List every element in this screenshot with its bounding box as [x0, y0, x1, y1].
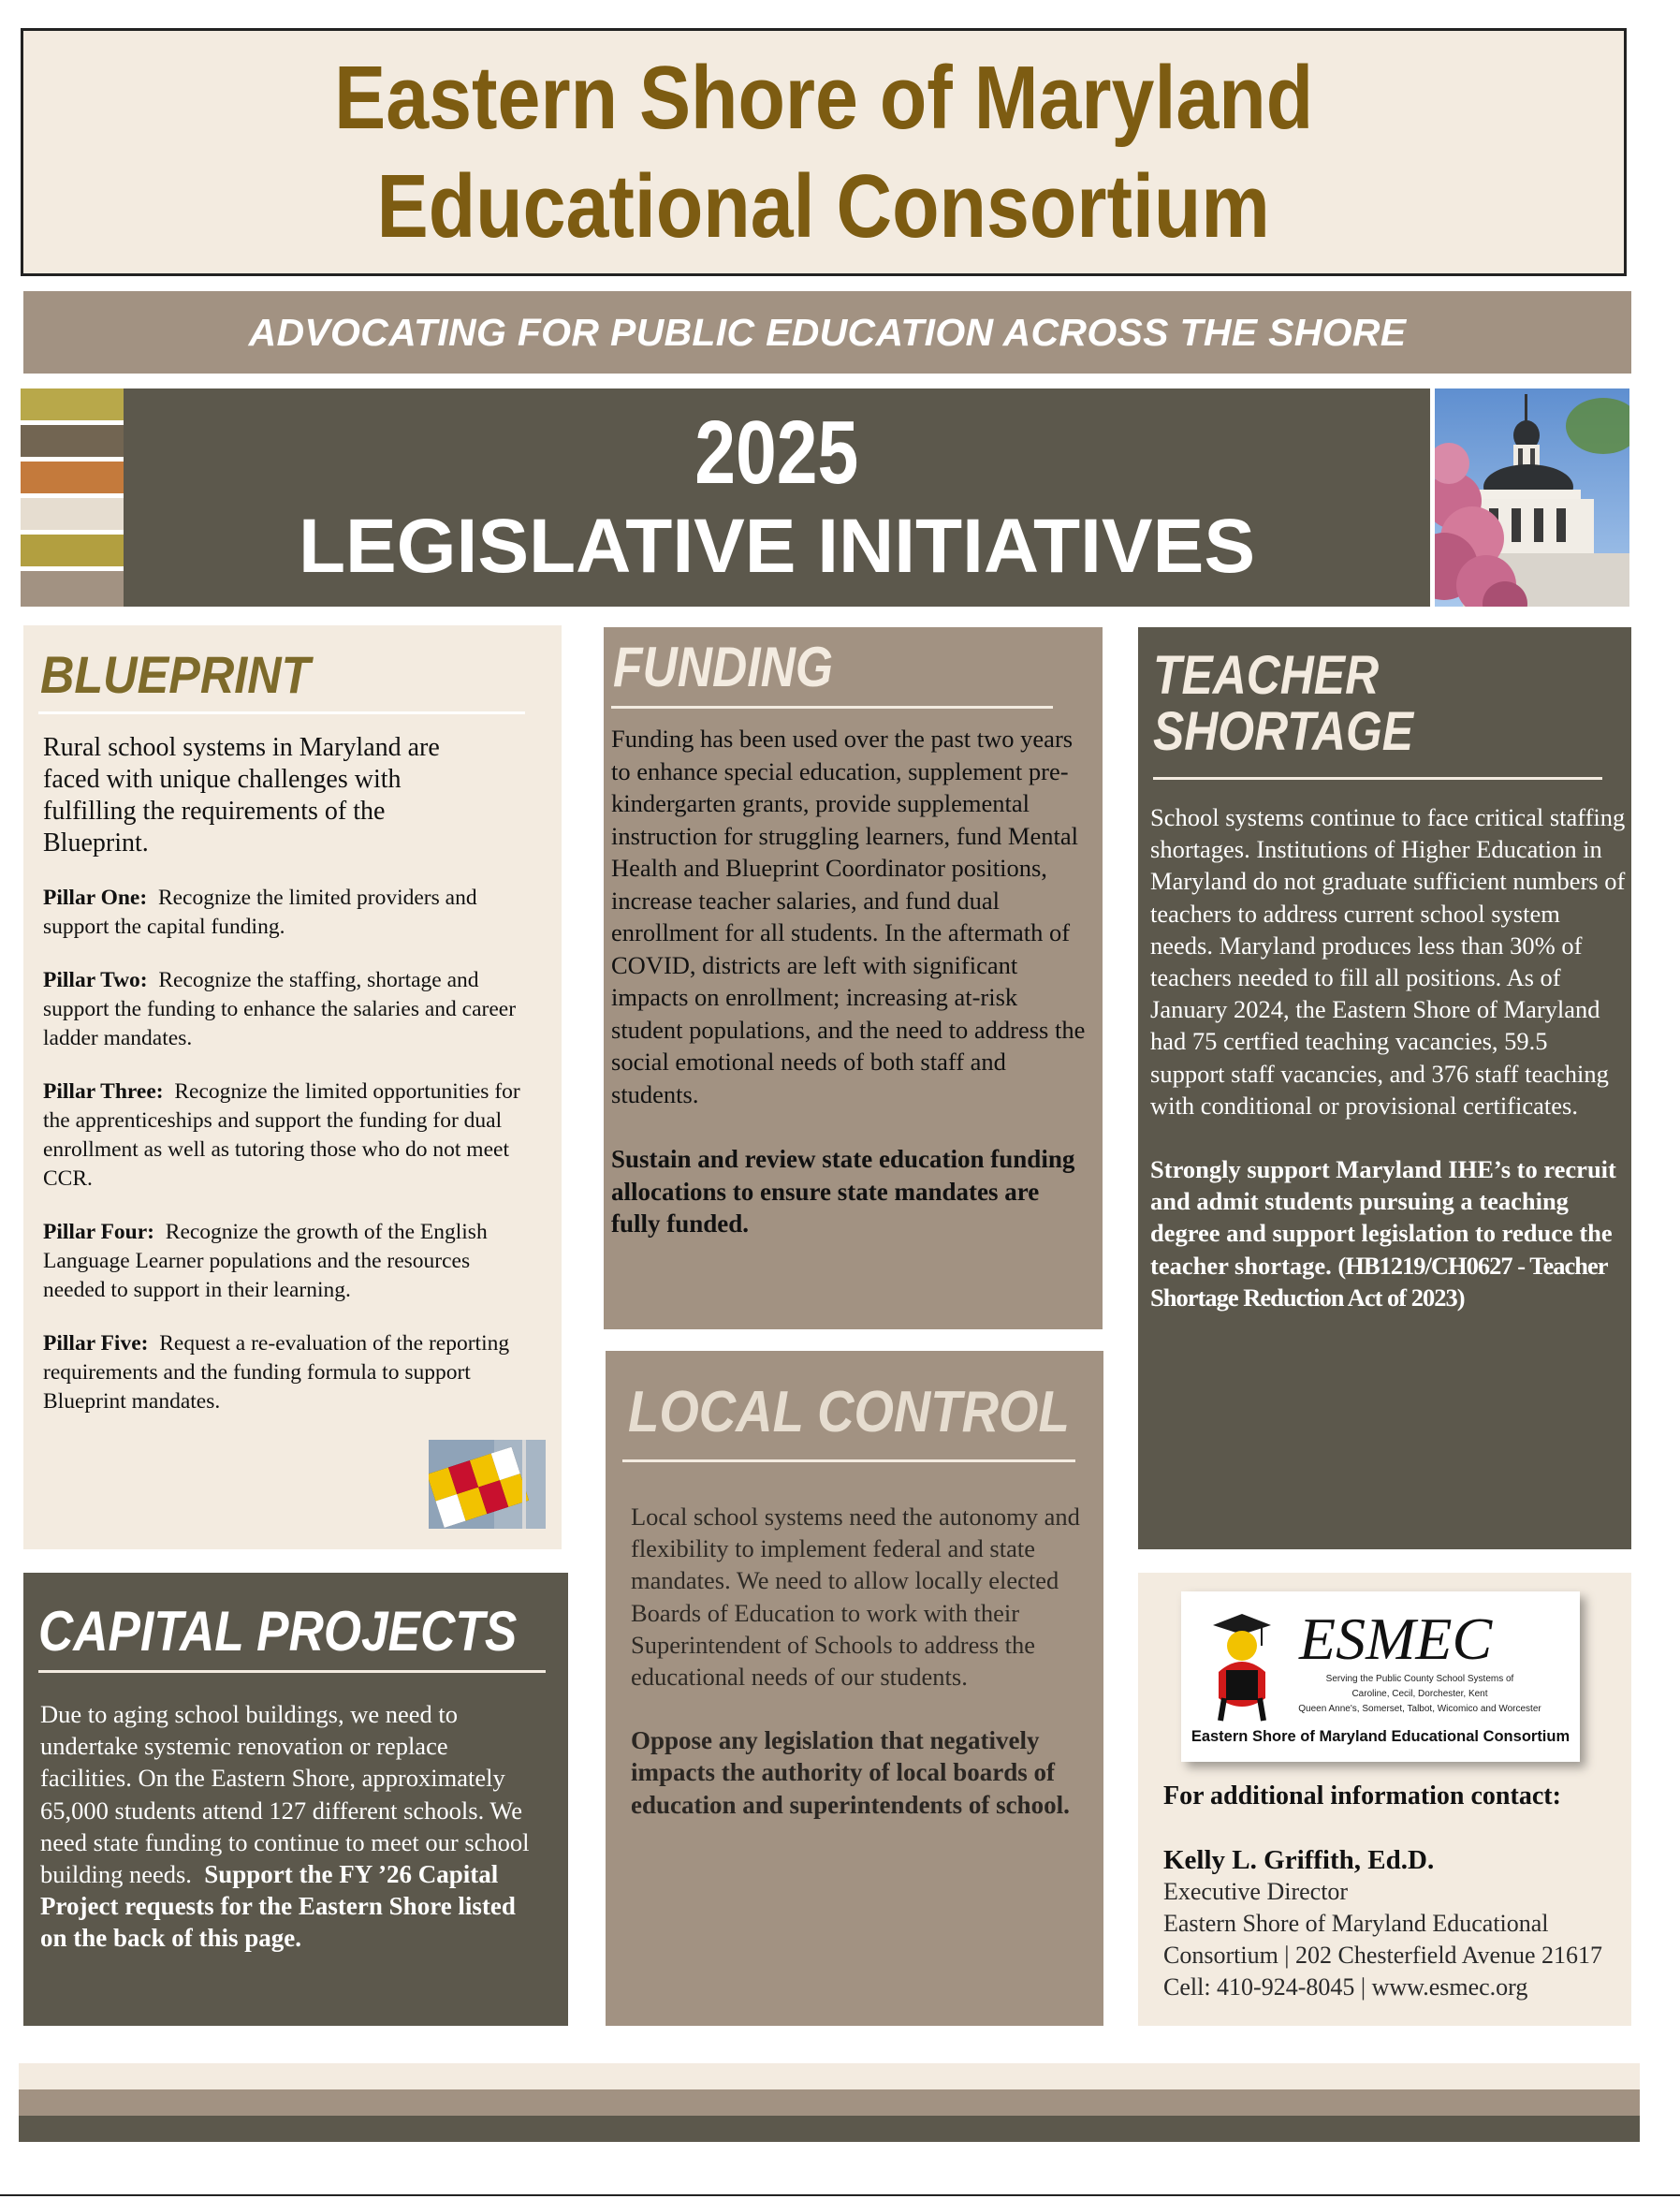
blueprint-intro: Rural school systems in Maryland are faced with unique challenges with fulfilling the requirements of the Blueprint.	[43, 733, 440, 858]
banner-year: 2025	[694, 402, 859, 503]
funding-body: Funding has been used over the past two years to enhance special education, supplement pre-kindergarten grants, provide supplemental instruction for struggling learners, fund Mental Health and Blueprint Coordinator positions, increase teacher salaries, and fund dual enrollment for all students. In the aftermath of COVID, districts are left with significant impacts on enrollment; increasing at-risk student populations, and the need to address the social emotional needs of both staff and students.	[611, 725, 1086, 1108]
local-rule	[622, 1459, 1075, 1462]
esmec-logo	[1181, 1591, 1580, 1762]
teacher-body-block	[1150, 801, 1626, 1313]
pillar-four	[43, 1218, 530, 1305]
teacher-action: Strongly support Maryland IHE’s to recruit and admit students pursuing a teaching degree and support legislation to reduce the teacher shortage.	[1150, 1155, 1616, 1280]
banner-subtitle: LEGISLATIVE INITIATIVES	[298, 503, 1256, 589]
contact-org-1: Eastern Shore of Maryland Educational	[1163, 1910, 1549, 1937]
pillar-one-text: Recognize the limited providers and support the capital funding.	[43, 886, 477, 939]
contact-name: Kelly L. Griffith, Ed.D.	[1163, 1845, 1435, 1875]
color-stripe	[21, 462, 124, 493]
contact-phone: Cell: 410-924-8045 | www.esmec.org	[1163, 1973, 1528, 2001]
graduate-mascot-icon	[1200, 1605, 1284, 1726]
teacher-shortage-panel	[1138, 627, 1631, 1549]
contact-role: Executive Director	[1163, 1878, 1349, 1905]
capital-paragraph	[40, 1698, 546, 1955]
maryland-flag-photo	[429, 1440, 546, 1529]
pillar-two-text: Recognize the staffing, shortage and support the funding to enhance the salaries and career ladder mandates.	[43, 968, 517, 1050]
capital-action: Support the FY ’26 Capital Project requests for the Eastern Shore listed on the back of this page.	[40, 1860, 516, 1953]
teacher-rule	[1153, 777, 1602, 780]
teacher-body: School systems continue to face critical staffing shortages. Institutions of Higher Education in Maryland do not graduate sufficient numbers of teachers to address current school system needs. Maryland produces less than 30% of teachers needed to fill all positions. As of January 2024, the Eastern Shore of Maryland had 75 certfied teaching vacancies, 59.5 support staff vacancies, and 376 staff teaching with conditional or provisional certificates.	[1150, 803, 1626, 1120]
funding-panel	[604, 627, 1103, 1329]
tagline-bar: ADVOCATING FOR PUBLIC EDUCATION ACROSS THE SHORE	[23, 291, 1631, 374]
funding-title: FUNDING	[613, 636, 834, 698]
color-stripe	[21, 388, 124, 420]
color-stripe	[21, 535, 124, 566]
local-title: LOCAL CONTROL	[628, 1380, 1070, 1444]
title-line-1: Eastern Shore of Maryland	[333, 47, 1314, 148]
capital-title: CAPITAL PROJECTS	[38, 1600, 518, 1663]
blueprint-title: BLUEPRINT	[40, 645, 311, 704]
pillar-three-label: Pillar Three:	[43, 1079, 164, 1104]
contact-block	[1163, 1781, 1631, 2003]
state-house-photo	[1435, 388, 1629, 607]
footer-band-cream	[19, 2063, 1640, 2089]
footer-band-taupe	[19, 2089, 1640, 2116]
footer-band-dark	[19, 2116, 1640, 2142]
capital-body-block	[40, 1698, 546, 1955]
pillar-three	[43, 1078, 530, 1194]
local-action: Oppose any legislation that negatively impacts the authority of local boards of education and superintendents of school.	[631, 1726, 1070, 1819]
title-box	[21, 28, 1627, 276]
teacher-title-line-2: SHORTAGE	[1153, 701, 1414, 762]
logo-serving-3: Queen Anne's, Somerset, Talbot, Wicomico and Worcester	[1298, 1704, 1541, 1714]
contact-org-2: Consortium | 202 Chesterfield Avenue 21617	[1163, 1942, 1603, 1969]
logo-name: ESMEC	[1299, 1605, 1493, 1672]
local-body-block	[631, 1501, 1089, 1821]
capital-projects-panel	[23, 1573, 568, 2026]
pillar-five	[43, 1329, 530, 1416]
logo-serving-1: Serving the Public County School Systems of	[1325, 1674, 1514, 1684]
funding-body-block	[611, 723, 1093, 1240]
teacher-title-line-1: TEACHER	[1153, 645, 1380, 706]
pillar-four-text: Recognize the growth of the English Language Learner populations and the resources needed to support in their learning.	[43, 1220, 488, 1302]
footer-rule	[0, 2194, 1680, 2196]
color-stripe	[21, 571, 124, 607]
teacher-action-ref: (HB1219/CH0627 - Teacher Shortage Reduction Act of 2023)	[1150, 1251, 1608, 1312]
capital-rule	[38, 1670, 546, 1673]
pillar-four-label: Pillar Four:	[43, 1220, 155, 1244]
title-line-2: Educational Consortium	[376, 155, 1271, 257]
blueprint-rule	[38, 711, 525, 714]
funding-rule	[611, 706, 1053, 709]
teacher-action-block	[1150, 1153, 1626, 1313]
blueprint-body	[43, 732, 530, 1416]
local-control-panel	[606, 1351, 1103, 2026]
color-stripe	[21, 498, 124, 530]
pillar-three-text: Recognize the limited opportunities for the apprenticeships and support the funding for dual enrollment as well as tutoring those who do not meet CCR.	[43, 1079, 520, 1191]
funding-action: Sustain and review state education funding allocations to ensure state mandates are fully funded.	[611, 1145, 1075, 1238]
contact-heading: For additional information contact:	[1163, 1781, 1561, 1811]
blueprint-panel	[23, 625, 562, 1549]
logo-org: Eastern Shore of Maryland Educational Consortium	[1191, 1728, 1570, 1745]
pillar-two	[43, 966, 530, 1053]
pillar-five-text: Request a re-evaluation of the reporting requirements and the funding formula to support Blueprint mandates.	[43, 1331, 510, 1414]
logo-serving-2: Caroline, Cecil, Dorchester, Kent	[1351, 1689, 1488, 1699]
color-stripe	[21, 425, 124, 457]
contact-panel	[1138, 1573, 1631, 2026]
pillar-one	[43, 884, 530, 942]
pillar-one-label: Pillar One:	[43, 886, 148, 910]
capital-body: Due to aging school buildings, we need to undertake systemic renovation or replace facilities. On the Eastern Shore, approximately 65,000 students attend 127 different schools. We need state funding to continue to meet our school building needs.	[40, 1700, 530, 1889]
pillar-two-label: Pillar Two:	[43, 968, 148, 992]
pillar-five-label: Pillar Five:	[43, 1331, 149, 1356]
local-body: Local school systems need the autonomy and flexibility to implement federal and state mandates. We need to allow locally elected Boards of Education to work with their Superintendent of Schools to address the educational needs of our students.	[631, 1503, 1080, 1692]
legislative-banner	[124, 388, 1430, 607]
